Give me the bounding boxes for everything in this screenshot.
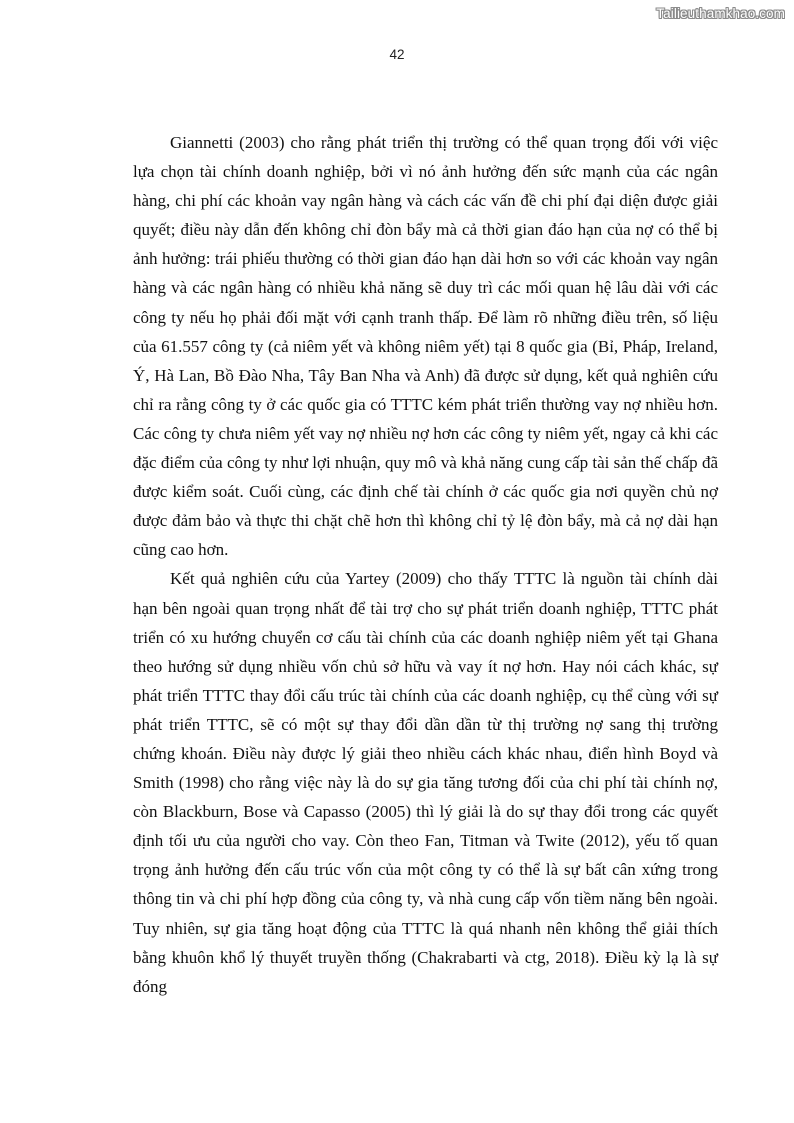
paragraph: Kết quả nghiên cứu của Yartey (2009) cho thấy TTTC là nguồn tài chính dài hạn bên ngoài quan trọng nhất để tài trợ cho sự phát triển doanh nghiệp, TTTC phát triển có xu hướng chuyển cơ cấu tài chính của các doanh nghiệp niêm yết tại Ghana theo hướng sử dụng nhiều vốn chủ sở hữu và vay ít nợ hơn. Hay nói cách khác, sự phát triển TTTC thay đổi cấu trúc tài chính của các doanh nghiệp, cụ thể cùng với sự phát triển TTTC, sẽ có một sự thay đổi dần dần từ thị trường nợ sang thị trường chứng khoán. Điều này được lý giải theo nhiều cách khác nhau, điển hình Boyd và Smith (1998) cho rằng việc này là do sự gia tăng tương đối của chi phí tài chính nợ, còn Blackburn, Bose và Capasso (2005) thì lý giải là do sự thay đổi trong các quyết định tối ưu của người cho vay. Còn theo Fan, Titman và Twite (2012), yếu tố quan trọng ảnh hưởng đến cấu trúc vốn của một công ty có thể là sự bất cân xứng trong thông tin và chi phí hợp đồng của công ty, và nhà cung cấp vốn tiềm năng bên ngoài. Tuy nhiên, sự gia tăng hoạt động của TTTC là quá nhanh nên không thể giải thích bằng khuôn khổ lý thuyết truyền thống (Chakrabarti và ctg, 2018). Điều kỳ lạ là sự đóng [133, 569, 718, 996]
watermark: Tailieuthamkhao.com [656, 6, 785, 21]
page-number: 42 [389, 47, 405, 62]
paragraph: Giannetti (2003) cho rằng phát triển thị trường có thể quan trọng đối với việc lựa chọn tài chính doanh nghiệp, bởi vì nó ảnh hưởng đến sức mạnh của các ngân hàng, chi phí các khoản vay ngân hàng và cách các vấn đề chi phí đại diện được giải quyết; điều này dẫn đến không chỉ đòn bẩy mà cả thời gian đáo hạn của nợ có thể bị ảnh hưởng: trái phiếu thường có thời gian đáo hạn dài hơn so với các khoản vay ngân hàng và các ngân hàng có nhiều khả năng sẽ duy trì các mối quan hệ lâu dài với các công ty nếu họ phải đối mặt với cạnh tranh thấp. Để làm rõ những điều trên, số liệu của 61.557 công ty (cả niêm yết và không niêm yết) tại 8 quốc gia (Bỉ, Pháp, Ireland, Ý, Hà Lan, Bồ Đào Nha, Tây Ban Nha và Anh) đã được sử dụng, kết quả nghiên cứu chỉ ra rằng công ty ở các quốc gia có TTTC kém phát triển thường vay nợ nhiều hơn. Các công ty chưa niêm yết vay nợ nhiều nợ hơn các công ty niêm yết, ngay cả khi các đặc điểm của công ty như lợi nhuận, quy mô và khả năng cung cấp tài sản thế chấp đã được kiểm soát. Cuối cùng, các định chế tài chính ở các quốc gia nơi quyền chủ nợ được đảm bảo và thực thi chặt chẽ hơn thì không chỉ tỷ lệ đòn bẩy, mà cả nợ dài hạn cũng cao hơn. [133, 133, 718, 560]
document-body [133, 128, 718, 1001]
